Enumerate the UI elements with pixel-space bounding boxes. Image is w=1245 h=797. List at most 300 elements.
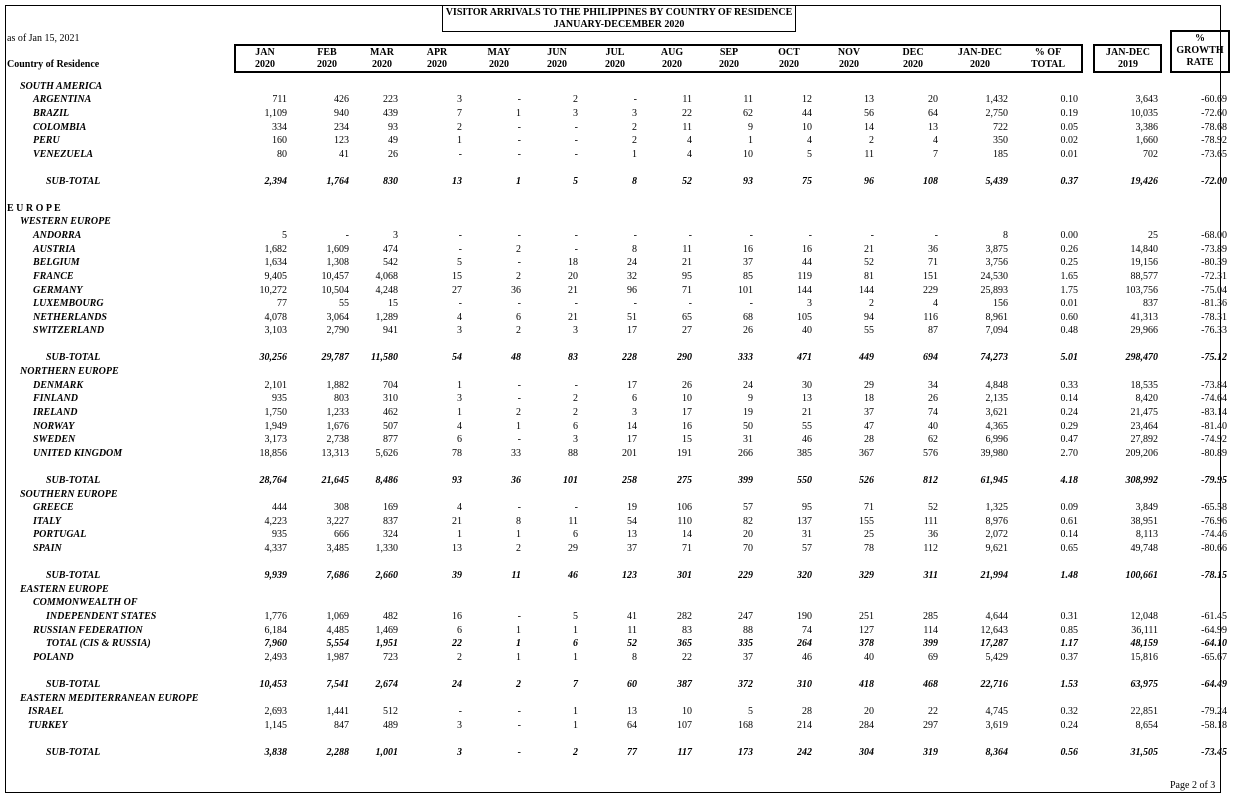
cell: 11 bbox=[627, 625, 637, 636]
cell: - bbox=[934, 230, 938, 241]
cell: 2.70 bbox=[1060, 448, 1078, 459]
cell: 94 bbox=[864, 312, 874, 323]
cell: 30 bbox=[802, 380, 812, 391]
cell: 32 bbox=[627, 271, 637, 282]
cell: 41,313 bbox=[1130, 312, 1158, 323]
cell: 103,756 bbox=[1125, 285, 1158, 296]
cell: 2 bbox=[632, 135, 637, 146]
cell: 11 bbox=[864, 149, 874, 160]
cell: 0.01 bbox=[1060, 298, 1078, 309]
cell: 0.61 bbox=[1060, 516, 1078, 527]
cell: 3,875 bbox=[985, 244, 1008, 255]
cell: 298,470 bbox=[1125, 352, 1158, 363]
country-label: IRELAND bbox=[33, 407, 78, 418]
cell: 16 bbox=[743, 244, 753, 255]
cell: 2 bbox=[573, 393, 578, 404]
cell: 1 bbox=[457, 407, 462, 418]
cell: 75 bbox=[802, 176, 812, 187]
cell: 1.75 bbox=[1060, 285, 1078, 296]
cell: 29 bbox=[568, 543, 578, 554]
region-heading: NORTHERN EUROPE bbox=[20, 366, 119, 377]
cell: 5 bbox=[748, 706, 753, 717]
cell: 15 bbox=[388, 298, 398, 309]
country-label: BRAZIL bbox=[33, 108, 70, 119]
country-label: RUSSIAN FEDERATION bbox=[33, 625, 143, 636]
cell: 88,577 bbox=[1130, 271, 1158, 282]
cell: 5,429 bbox=[985, 652, 1008, 663]
cell: 8 bbox=[516, 516, 521, 527]
cell: - bbox=[574, 244, 578, 255]
cell: 6,996 bbox=[985, 434, 1008, 445]
cell: -61.45 bbox=[1201, 611, 1227, 622]
cell: 29 bbox=[864, 380, 874, 391]
cell: 64 bbox=[928, 108, 938, 119]
cell: 471 bbox=[797, 352, 812, 363]
cell: 7 bbox=[457, 108, 462, 119]
cell: 2,493 bbox=[264, 652, 287, 663]
cell: 247 bbox=[738, 611, 753, 622]
report-title bbox=[442, 6, 796, 32]
cell: 37 bbox=[864, 407, 874, 418]
cell: 830 bbox=[383, 176, 398, 187]
country-label: AUSTRIA bbox=[33, 244, 76, 255]
subtotal-label: SUB-TOTAL bbox=[46, 747, 101, 758]
cell: - bbox=[517, 720, 521, 731]
cell: 2 bbox=[573, 747, 578, 758]
cell: 2 bbox=[573, 407, 578, 418]
cell: -75.12 bbox=[1201, 352, 1227, 363]
cell: 0.33 bbox=[1060, 380, 1078, 391]
cell: 940 bbox=[334, 108, 349, 119]
cell: 123 bbox=[622, 570, 637, 581]
cell: 37 bbox=[743, 652, 753, 663]
column-header-11: DEC 2020 bbox=[902, 47, 924, 70]
cell: -76.96 bbox=[1201, 516, 1227, 527]
cell: 4 bbox=[933, 135, 938, 146]
cell: 0.24 bbox=[1060, 720, 1078, 731]
country-label: NORWAY bbox=[33, 421, 75, 432]
cell: 8 bbox=[632, 652, 637, 663]
title-line-1: VISITOR ARRIVALS TO THE PHILIPPINES BY COUNTRY OF RESIDENCE bbox=[445, 7, 793, 18]
cell: 3,643 bbox=[1135, 94, 1158, 105]
cell: 8,976 bbox=[985, 516, 1008, 527]
cell: 482 bbox=[383, 611, 398, 622]
cell: 4 bbox=[457, 502, 462, 513]
cell: 185 bbox=[993, 149, 1008, 160]
cell: 3 bbox=[457, 393, 462, 404]
cell: 8,113 bbox=[1135, 529, 1158, 540]
country-label: GREECE bbox=[33, 502, 74, 513]
cell: 9 bbox=[748, 122, 753, 133]
cell: 111 bbox=[923, 516, 938, 527]
cell: 93 bbox=[452, 475, 462, 486]
page-number: Page 2 of 3 bbox=[1170, 780, 1216, 791]
cell: 62 bbox=[743, 108, 753, 119]
column-header-12: JAN-DEC 2020 bbox=[958, 47, 1002, 70]
cell: 6,184 bbox=[264, 625, 287, 636]
cell: 55 bbox=[339, 298, 349, 309]
cell: 372 bbox=[738, 679, 753, 690]
cell: 14,840 bbox=[1130, 244, 1158, 255]
cell: 37 bbox=[627, 543, 637, 554]
cell: 6 bbox=[457, 625, 462, 636]
cell: 71 bbox=[682, 543, 692, 554]
cell: - bbox=[749, 298, 753, 309]
cell: 1,750 bbox=[264, 407, 287, 418]
cell: 8,961 bbox=[985, 312, 1008, 323]
cell: 367 bbox=[859, 448, 874, 459]
cell: 41 bbox=[627, 611, 637, 622]
cell: - bbox=[688, 298, 692, 309]
cell: 1.53 bbox=[1060, 679, 1078, 690]
cell: 0.60 bbox=[1060, 312, 1078, 323]
cell: 0.00 bbox=[1060, 230, 1078, 241]
cell: 10,504 bbox=[321, 285, 349, 296]
cell: 1 bbox=[457, 135, 462, 146]
cell: 1 bbox=[516, 625, 521, 636]
cell: 24 bbox=[743, 380, 753, 391]
cell: 20 bbox=[743, 529, 753, 540]
cell: 15,816 bbox=[1130, 652, 1158, 663]
cell: 41 bbox=[339, 149, 349, 160]
cell: 333 bbox=[738, 352, 753, 363]
cell: 3,619 bbox=[985, 720, 1008, 731]
cell: - bbox=[517, 434, 521, 445]
cell: 1,330 bbox=[375, 543, 398, 554]
cell: 27,892 bbox=[1130, 434, 1158, 445]
cell: 1,882 bbox=[326, 380, 349, 391]
cell: 251 bbox=[859, 611, 874, 622]
cell: -64.10 bbox=[1201, 638, 1227, 649]
cell: 426 bbox=[334, 94, 349, 105]
cell: 48 bbox=[511, 352, 521, 363]
cell: 4 bbox=[457, 421, 462, 432]
cell: 1 bbox=[516, 638, 521, 649]
cell: 2,750 bbox=[985, 108, 1008, 119]
cell: 3 bbox=[457, 325, 462, 336]
cell: -58.18 bbox=[1201, 720, 1227, 731]
cell: 26 bbox=[928, 393, 938, 404]
cell: 3,756 bbox=[985, 257, 1008, 268]
cell: -72.00 bbox=[1201, 176, 1227, 187]
country-label: ITALY bbox=[33, 516, 61, 527]
cell: -78.31 bbox=[1201, 312, 1227, 323]
cell: 52 bbox=[627, 638, 637, 649]
country-label: UNITED KINGDOM bbox=[33, 448, 123, 459]
cell: 1 bbox=[516, 108, 521, 119]
cell: 173 bbox=[738, 747, 753, 758]
cell: 439 bbox=[383, 108, 398, 119]
cell: -83.14 bbox=[1201, 407, 1227, 418]
cell: 201 bbox=[622, 448, 637, 459]
cell: 301 bbox=[677, 570, 692, 581]
cell: 4 bbox=[687, 149, 692, 160]
cell: 6 bbox=[632, 393, 637, 404]
cell: 10,035 bbox=[1130, 108, 1158, 119]
cell: 2 bbox=[516, 325, 521, 336]
cell: 320 bbox=[797, 570, 812, 581]
cell: 24 bbox=[452, 679, 462, 690]
cell: 3 bbox=[573, 434, 578, 445]
cell: 2 bbox=[869, 298, 874, 309]
cell: 112 bbox=[923, 543, 938, 554]
country-label: PORTUGAL bbox=[33, 529, 87, 540]
cell: 2 bbox=[516, 543, 521, 554]
cell: 335 bbox=[738, 638, 753, 649]
cell: 11 bbox=[682, 122, 692, 133]
cell: 1 bbox=[457, 380, 462, 391]
cell: 49,748 bbox=[1130, 543, 1158, 554]
cell: 2 bbox=[516, 244, 521, 255]
cell: 151 bbox=[923, 271, 938, 282]
cell: 2,790 bbox=[326, 325, 349, 336]
cell: 8,654 bbox=[1135, 720, 1158, 731]
cell: -78.15 bbox=[1201, 570, 1227, 581]
cell: 1,682 bbox=[264, 244, 287, 255]
cell: 3,838 bbox=[264, 747, 287, 758]
cell: 33 bbox=[511, 448, 521, 459]
cell: 18,856 bbox=[259, 448, 287, 459]
cell: 0.09 bbox=[1060, 502, 1078, 513]
cell: - bbox=[574, 135, 578, 146]
cell: 702 bbox=[1143, 149, 1158, 160]
subtotal-label: SUB-TOTAL bbox=[46, 570, 101, 581]
cell: -68.00 bbox=[1201, 230, 1227, 241]
cell: 24 bbox=[627, 257, 637, 268]
cell: 4 bbox=[687, 135, 692, 146]
cell: 10 bbox=[682, 393, 692, 404]
cell: - bbox=[345, 230, 349, 241]
cell: -73.89 bbox=[1201, 244, 1227, 255]
column-header-6: JUL 2020 bbox=[605, 47, 625, 70]
title-line-2: JANUARY-DECEMBER 2020 bbox=[553, 19, 685, 30]
cell: 169 bbox=[383, 502, 398, 513]
cell: 2,288 bbox=[326, 747, 349, 758]
cell: 4 bbox=[807, 135, 812, 146]
cell: 2 bbox=[632, 122, 637, 133]
cell: - bbox=[574, 502, 578, 513]
cell: 20 bbox=[864, 706, 874, 717]
cell: - bbox=[517, 230, 521, 241]
country-label: ANDORRA bbox=[33, 230, 82, 241]
column-header-14: JAN-DEC 2019 bbox=[1106, 47, 1150, 70]
cell: 1,441 bbox=[326, 706, 349, 717]
cell: 25,893 bbox=[980, 285, 1008, 296]
cell: 304 bbox=[859, 747, 874, 758]
column-header-0: JAN 2020 bbox=[255, 47, 275, 70]
cell: 3,386 bbox=[1135, 122, 1158, 133]
cell: 1,308 bbox=[326, 257, 349, 268]
cell: 19 bbox=[743, 407, 753, 418]
cell: 15 bbox=[682, 434, 692, 445]
cell: 1 bbox=[573, 625, 578, 636]
cell: 0.24 bbox=[1060, 407, 1078, 418]
cell: 229 bbox=[923, 285, 938, 296]
cell: 0.26 bbox=[1060, 244, 1078, 255]
cell: 234 bbox=[334, 122, 349, 133]
cell: 54 bbox=[627, 516, 637, 527]
cell: 108 bbox=[923, 176, 938, 187]
cell: 96 bbox=[627, 285, 637, 296]
cell: 52 bbox=[928, 502, 938, 513]
column-header-9: OCT 2020 bbox=[778, 47, 800, 70]
cell: 17 bbox=[627, 434, 637, 445]
cell: 1,951 bbox=[375, 638, 398, 649]
cell: 935 bbox=[272, 393, 287, 404]
cell: 3,064 bbox=[326, 312, 349, 323]
country-label: GERMANY bbox=[33, 285, 83, 296]
cell: 7,686 bbox=[326, 570, 349, 581]
cell: -64.99 bbox=[1201, 625, 1227, 636]
cell: 46 bbox=[802, 652, 812, 663]
cell: 13 bbox=[452, 543, 462, 554]
cell: 13 bbox=[452, 176, 462, 187]
cell: 25 bbox=[1148, 230, 1158, 241]
cell: 6 bbox=[573, 529, 578, 540]
cell: 10,272 bbox=[259, 285, 287, 296]
cell: 10,453 bbox=[259, 679, 287, 690]
country-label: SPAIN bbox=[33, 543, 62, 554]
cell: 666 bbox=[334, 529, 349, 540]
cell: 542 bbox=[383, 257, 398, 268]
cell: 311 bbox=[923, 570, 938, 581]
cell: 2 bbox=[869, 135, 874, 146]
cell: 1,289 bbox=[375, 312, 398, 323]
cell: 837 bbox=[1143, 298, 1158, 309]
cell: 31 bbox=[743, 434, 753, 445]
cell: 71 bbox=[682, 285, 692, 296]
cell: 2,674 bbox=[375, 679, 398, 690]
cell: 0.05 bbox=[1060, 122, 1078, 133]
cell: 2,394 bbox=[264, 176, 287, 187]
cell: 27 bbox=[452, 285, 462, 296]
cell: 297 bbox=[923, 720, 938, 731]
cell: -74.46 bbox=[1201, 529, 1227, 540]
cell: 0.14 bbox=[1060, 529, 1078, 540]
cell: 399 bbox=[923, 638, 938, 649]
cell: 365 bbox=[677, 638, 692, 649]
cell: - bbox=[458, 244, 462, 255]
cell: 52 bbox=[682, 176, 692, 187]
cell: 1,001 bbox=[375, 747, 398, 758]
cell: 444 bbox=[272, 502, 287, 513]
cell: 17 bbox=[682, 407, 692, 418]
cell: 5 bbox=[457, 257, 462, 268]
cell: 1,432 bbox=[985, 94, 1008, 105]
country-label: SWITZERLAND bbox=[33, 325, 105, 336]
cell: 13,313 bbox=[321, 448, 349, 459]
cell: - bbox=[633, 94, 637, 105]
cell: 266 bbox=[738, 448, 753, 459]
cell: 576 bbox=[923, 448, 938, 459]
cell: 474 bbox=[383, 244, 398, 255]
cell: 711 bbox=[272, 94, 287, 105]
cell: 489 bbox=[383, 720, 398, 731]
cell: 3 bbox=[632, 108, 637, 119]
cell: 704 bbox=[383, 380, 398, 391]
region-heading: E U R O P E bbox=[7, 203, 61, 214]
cell: 0.14 bbox=[1060, 393, 1078, 404]
cell: 4,365 bbox=[985, 421, 1008, 432]
cell: 19 bbox=[627, 502, 637, 513]
cell: 0.29 bbox=[1060, 421, 1078, 432]
cell: 7 bbox=[573, 679, 578, 690]
cell: 10 bbox=[802, 122, 812, 133]
cell: 116 bbox=[923, 312, 938, 323]
cell: -80.39 bbox=[1201, 257, 1227, 268]
country-label: SWEDEN bbox=[33, 434, 76, 445]
cell: 13 bbox=[627, 706, 637, 717]
cell: 329 bbox=[859, 570, 874, 581]
cell: 137 bbox=[797, 516, 812, 527]
cell: 290 bbox=[677, 352, 692, 363]
cell: -76.33 bbox=[1201, 325, 1227, 336]
cell: 837 bbox=[383, 516, 398, 527]
cell: 127 bbox=[859, 625, 874, 636]
cell: -72.60 bbox=[1201, 108, 1227, 119]
cell: 847 bbox=[334, 720, 349, 731]
cell: 0.37 bbox=[1060, 176, 1078, 187]
cell: -80.66 bbox=[1201, 543, 1227, 554]
cell: -60.69 bbox=[1201, 94, 1227, 105]
cell: 935 bbox=[272, 529, 287, 540]
cell: 284 bbox=[859, 720, 874, 731]
subtotal-label: SUB-TOTAL bbox=[46, 475, 101, 486]
cell: 3 bbox=[457, 94, 462, 105]
cell: 1,660 bbox=[1135, 135, 1158, 146]
cell: 12 bbox=[802, 94, 812, 105]
cell: 71 bbox=[928, 257, 938, 268]
cell: 11 bbox=[743, 94, 753, 105]
cell: 10 bbox=[743, 149, 753, 160]
column-header-1: FEB 2020 bbox=[317, 47, 337, 70]
cell: 16 bbox=[452, 611, 462, 622]
cell: 512 bbox=[383, 706, 398, 717]
cell: 14 bbox=[627, 421, 637, 432]
country-label: ISRAEL bbox=[28, 706, 64, 717]
cell: 5,626 bbox=[375, 448, 398, 459]
cell: 38,951 bbox=[1130, 516, 1158, 527]
cell: 2 bbox=[573, 94, 578, 105]
cell: - bbox=[517, 257, 521, 268]
cell: 2,135 bbox=[985, 393, 1008, 404]
cell: 334 bbox=[272, 122, 287, 133]
cell: 22 bbox=[682, 652, 692, 663]
cell: -79.95 bbox=[1201, 475, 1227, 486]
cell: 13 bbox=[802, 393, 812, 404]
cell: - bbox=[458, 706, 462, 717]
cell: 229 bbox=[738, 570, 753, 581]
cell: 78 bbox=[864, 543, 874, 554]
cell: 4.18 bbox=[1060, 475, 1078, 486]
cell: 80 bbox=[277, 149, 287, 160]
cell: 1,469 bbox=[375, 625, 398, 636]
cell: - bbox=[517, 298, 521, 309]
cell: 1,325 bbox=[985, 502, 1008, 513]
cell: 95 bbox=[802, 502, 812, 513]
cell: 40 bbox=[802, 325, 812, 336]
cell: 28 bbox=[864, 434, 874, 445]
cell: 4 bbox=[457, 312, 462, 323]
cell: 4,485 bbox=[326, 625, 349, 636]
cell: 1,069 bbox=[326, 611, 349, 622]
cell: -64.49 bbox=[1201, 679, 1227, 690]
cell: 8,364 bbox=[985, 747, 1008, 758]
cell: 19,426 bbox=[1130, 176, 1158, 187]
cell: 13 bbox=[864, 94, 874, 105]
cell: 0.65 bbox=[1060, 543, 1078, 554]
cell: 28 bbox=[802, 706, 812, 717]
